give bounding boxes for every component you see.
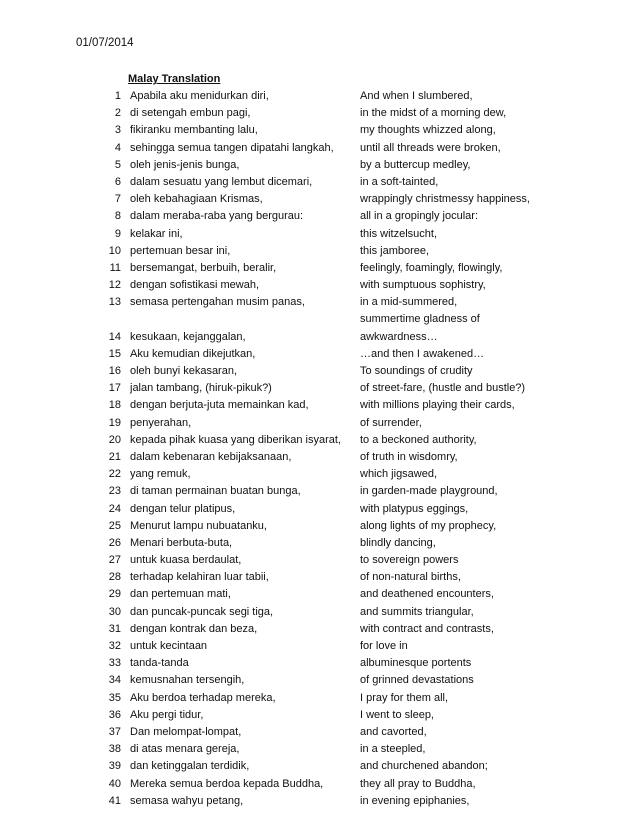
table-row	[0, 776, 638, 793]
table-row	[0, 569, 638, 586]
malay-line: bersemangat, berbuih, beralir,	[130, 261, 277, 274]
line-number: 10	[108, 244, 121, 257]
line-number: 21	[108, 450, 121, 463]
line-number: 27	[108, 554, 121, 567]
malay-line: dengan berjuta-juta memainkan kad,	[130, 399, 309, 412]
column-header-malay-translation: Malay Translation	[128, 73, 221, 85]
line-number: 34	[108, 674, 121, 687]
table-row	[0, 741, 638, 758]
table-row	[0, 363, 638, 380]
table-row	[0, 535, 638, 552]
english-line: of truth in wisdomry,	[360, 450, 458, 463]
table-row	[0, 552, 638, 569]
malay-line: semasa wahyu petang,	[130, 794, 244, 807]
malay-line: dan puncak-puncak segi tiga,	[130, 605, 274, 618]
table-row	[0, 604, 638, 621]
malay-line: dengan sofistikasi mewah,	[130, 279, 260, 292]
line-number: 6	[114, 175, 121, 188]
english-line: in garden-made playground,	[360, 485, 498, 498]
table-row	[0, 501, 638, 518]
line-number: 12	[108, 279, 121, 292]
malay-line: untuk kuasa berdaulat,	[130, 554, 242, 567]
line-number: 38	[108, 743, 121, 756]
document-date: 01/07/2014	[76, 37, 134, 49]
english-line: with platypus eggings,	[360, 502, 469, 515]
malay-line: dalam kebenaran kebijaksanaan,	[130, 450, 292, 463]
english-line: in a steepled,	[360, 743, 426, 756]
english-line: to sovereign powers	[360, 554, 459, 567]
line-number: 36	[108, 708, 121, 721]
line-number: 1	[114, 90, 121, 102]
table-row	[0, 277, 638, 294]
malay-line: Menurut lampu nubuatanku,	[130, 519, 267, 532]
malay-line: di atas menara gereja,	[130, 743, 240, 756]
line-number: 31	[108, 622, 121, 635]
english-line: this witzelsucht,	[360, 227, 438, 240]
line-number: 32	[108, 640, 121, 653]
table-row	[0, 655, 638, 672]
line-number: 15	[108, 347, 121, 360]
line-number: 20	[108, 433, 121, 446]
malay-line: Dan melompat-lompat,	[130, 725, 242, 738]
table-row	[0, 122, 638, 139]
table-row	[0, 518, 638, 535]
malay-line: jalan tambang, (hiruk-pikuk?)	[130, 382, 272, 395]
line-number: 30	[108, 605, 121, 618]
table-row	[0, 157, 638, 174]
line-number: 29	[108, 588, 121, 601]
line-number: 18	[108, 399, 121, 412]
line-number: 28	[108, 571, 121, 584]
line-number: 5	[114, 158, 121, 171]
table-row	[0, 449, 638, 466]
malay-line: kepada pihak kuasa yang diberikan isyarat,	[130, 433, 341, 446]
table-row	[0, 397, 638, 414]
line-number: 16	[108, 365, 121, 378]
english-line: with millions playing their cards,	[360, 399, 515, 412]
english-line: I pray for them all,	[360, 691, 449, 704]
english-line: of grinned devastations	[360, 674, 474, 687]
line-number: 19	[108, 416, 121, 429]
malay-line: Menari berbuta-buta,	[130, 536, 233, 549]
table-row	[0, 191, 638, 208]
english-line: with contract and contrasts,	[360, 622, 494, 635]
table-row	[0, 140, 638, 157]
line-number: 4	[114, 141, 121, 154]
malay-line: kesukaan, kejanggalan,	[130, 330, 246, 343]
table-row	[0, 346, 638, 363]
table-row	[0, 793, 638, 810]
english-line: And when I slumbered,	[360, 90, 473, 102]
line-number: 35	[108, 691, 121, 704]
table-row	[0, 174, 638, 191]
line-number: 39	[108, 760, 121, 773]
table-row	[0, 380, 638, 397]
malay-line: penyerahan,	[130, 416, 192, 429]
malay-line: Aku kemudian dikejutkan,	[130, 347, 256, 360]
malay-line: dalam meraba-raba yang bergurau:	[130, 210, 304, 223]
english-line: blindly dancing,	[360, 536, 436, 549]
line-number: 25	[108, 519, 121, 532]
table-row	[0, 294, 638, 311]
table-row	[0, 724, 638, 741]
table-row	[0, 208, 638, 225]
table-row	[0, 758, 638, 775]
malay-line: semasa pertengahan musim panas,	[130, 296, 305, 309]
table-row	[0, 483, 638, 500]
english-line: I went to sleep,	[360, 708, 434, 721]
malay-line: Apabila aku menidurkan diri,	[130, 90, 269, 102]
line-number: 2	[114, 107, 121, 120]
malay-line: dan pertemuan mati,	[130, 588, 231, 601]
table-row	[0, 311, 638, 345]
english-line: albuminesque portents	[360, 657, 472, 670]
malay-line: oleh bunyi kekasaran,	[130, 365, 238, 378]
line-number: 40	[108, 777, 121, 790]
english-line: all in a gropingly jocular:	[360, 210, 479, 223]
english-line: and churchened abandon;	[360, 760, 488, 773]
line-number: 23	[108, 485, 121, 498]
line-number: 17	[108, 382, 121, 395]
malay-line: Aku berdoa terhadap mereka,	[130, 691, 276, 704]
table-row	[0, 88, 638, 105]
malay-line: di taman permainan buatan bunga,	[130, 485, 301, 498]
malay-line: dengan kontrak dan beza,	[130, 622, 258, 635]
malay-line: tanda-tanda	[130, 657, 189, 670]
english-line: for love in	[360, 640, 408, 653]
english-line: of street-fare, (hustle and bustle?)	[360, 382, 526, 395]
line-number: 9	[114, 227, 121, 240]
english-line: and summits triangular,	[360, 605, 474, 618]
line-number: 41	[108, 794, 121, 807]
malay-line: oleh kebahagiaan Krismas,	[130, 193, 263, 206]
translation-table	[0, 88, 638, 810]
table-row	[0, 466, 638, 483]
malay-line: pertemuan besar ini,	[130, 244, 231, 257]
english-line: in evening epiphanies,	[360, 794, 470, 807]
table-row	[0, 432, 638, 449]
english-line: until all threads were broken,	[360, 141, 501, 154]
english-line: …and then I awakened…	[360, 347, 485, 360]
english-line: in a soft-tainted,	[360, 175, 439, 188]
english-line: by a buttercup medley,	[360, 158, 471, 171]
english-line: To soundings of crudity	[360, 365, 473, 378]
malay-line: dalam sesuatu yang lembut dicemari,	[130, 175, 313, 188]
table-row	[0, 415, 638, 432]
english-line: wrappingly christmessy happiness,	[360, 193, 530, 206]
malay-line: untuk kecintaan	[130, 640, 208, 653]
line-number: 37	[108, 725, 121, 738]
table-row	[0, 672, 638, 689]
english-line: along lights of my prophecy,	[360, 519, 497, 532]
table-row	[0, 586, 638, 603]
malay-line: Mereka semua berdoa kepada Buddha,	[130, 777, 324, 790]
english-line: in the midst of a morning dew,	[360, 107, 507, 120]
malay-line: dengan telur platipus,	[130, 502, 236, 515]
english-line: in a mid-summered,	[360, 296, 458, 309]
line-number: 14	[108, 330, 121, 343]
line-number: 7	[114, 193, 121, 206]
english-line: this jamboree,	[360, 244, 430, 257]
line-number: 26	[108, 536, 121, 549]
english-line: summertime gladness of awkwardness…	[360, 313, 480, 343]
malay-line: terhadap kelahiran luar tabii,	[130, 571, 269, 584]
line-number: 3	[114, 124, 121, 137]
malay-line: kemusnahan tersengih,	[130, 674, 245, 687]
table-row	[0, 621, 638, 638]
table-row	[0, 243, 638, 260]
english-line: and cavorted,	[360, 725, 427, 738]
malay-line: di setengah embun pagi,	[130, 107, 251, 120]
line-number: 13	[108, 296, 121, 309]
english-line: feelingly, foamingly, flowingly,	[360, 261, 503, 274]
malay-line: yang remuk,	[130, 468, 191, 481]
malay-line: kelakar ini,	[130, 227, 183, 240]
malay-line: dan ketinggalan terdidik,	[130, 760, 250, 773]
line-number: 24	[108, 502, 121, 515]
table-row	[0, 638, 638, 655]
table-row	[0, 260, 638, 277]
malay-line: fikiranku membanting lalu,	[130, 124, 258, 137]
table-row	[0, 226, 638, 243]
english-line: my thoughts whizzed along,	[360, 124, 496, 137]
english-line: of non-natural births,	[360, 571, 461, 584]
table-row	[0, 707, 638, 724]
english-line: of surrender,	[360, 416, 422, 429]
english-line: with sumptuous sophistry,	[360, 279, 486, 292]
english-line: which jigsawed,	[360, 468, 438, 481]
english-line: they all pray to Buddha,	[360, 777, 476, 790]
table-row	[0, 105, 638, 122]
line-number: 33	[108, 657, 121, 670]
english-line: to a beckoned authority,	[360, 433, 477, 446]
line-number: 11	[109, 261, 121, 274]
table-row	[0, 690, 638, 707]
malay-line: sehingga semua tangen dipatahi langkah,	[130, 141, 334, 154]
malay-line: oleh jenis-jenis bunga,	[130, 158, 240, 171]
line-number: 22	[108, 468, 121, 481]
malay-line: Aku pergi tidur,	[130, 708, 204, 721]
english-line: and deathened encounters,	[360, 588, 494, 601]
line-number: 8	[114, 210, 121, 223]
